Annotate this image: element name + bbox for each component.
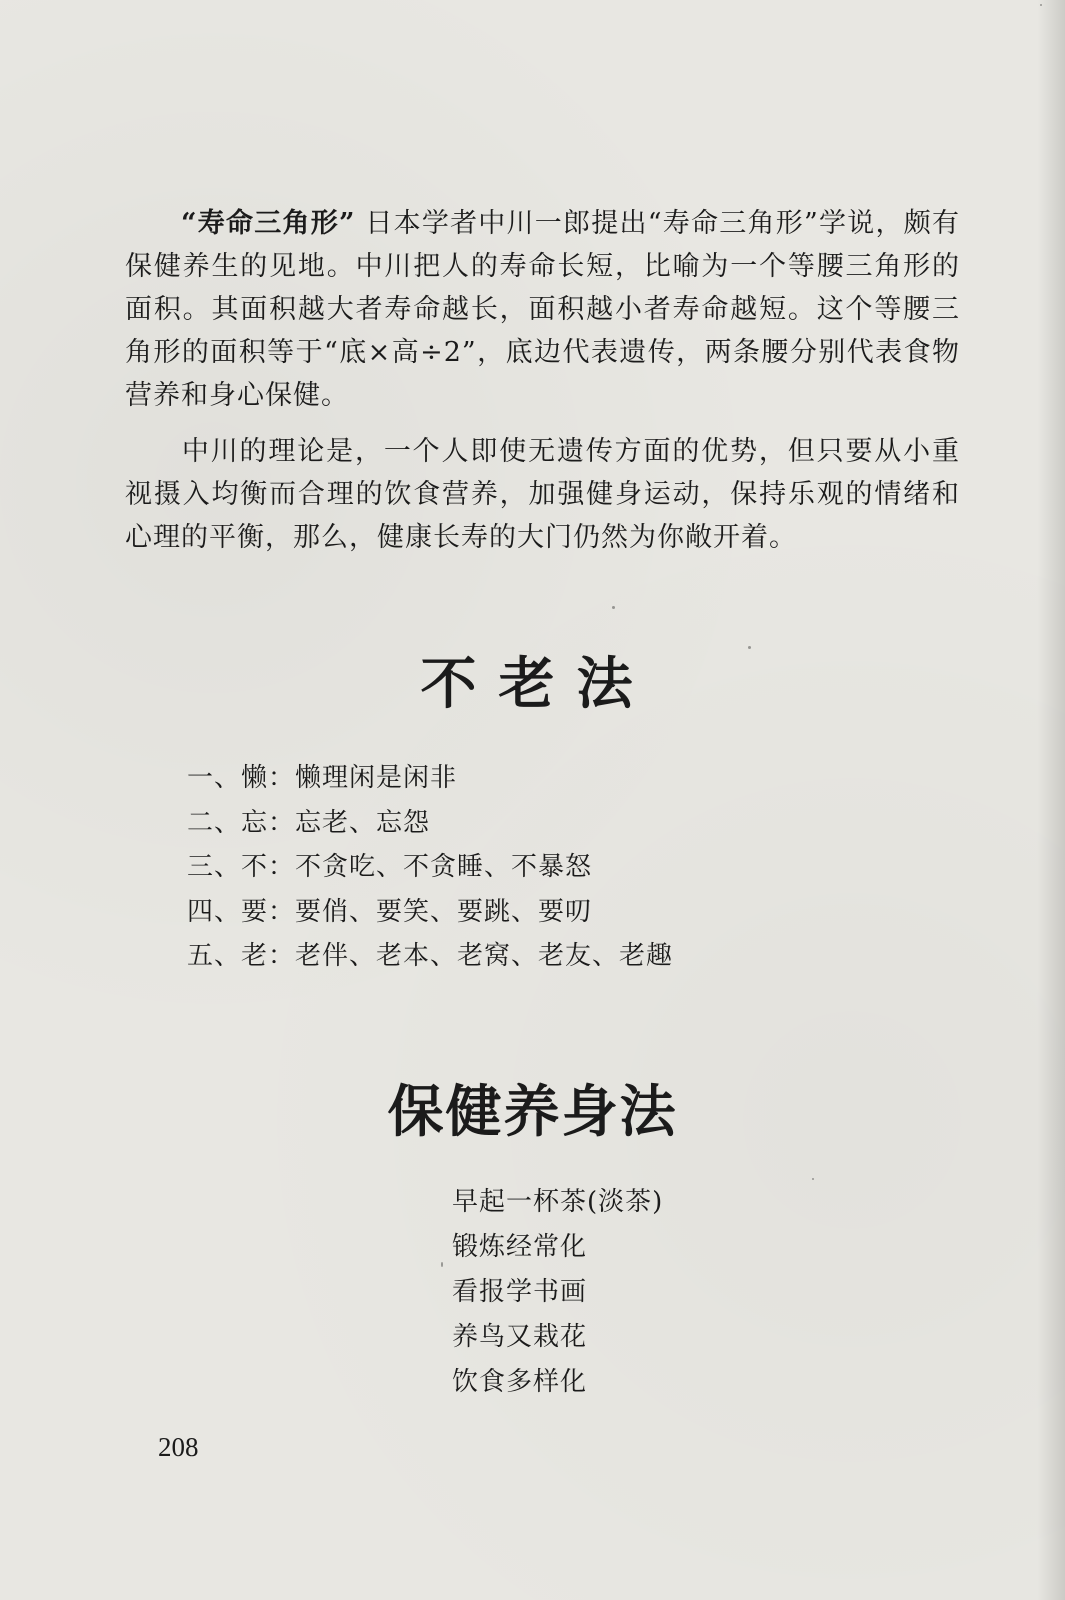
list-item: 看报学书画 bbox=[452, 1277, 588, 1307]
paragraph-1-text: 日本学者中川一郎提出“寿命三角形”学说，颇有保健养生的见地。中川把人的寿命长短，比喻为一个等腰三角形的面积。其面积越大者寿命越长，面积越小者寿命越短。这个等腰三角形的面积等于“底×高÷2”，底边代表遗传，两条腰分别代表食物营养和身心保健。 bbox=[125, 208, 961, 411]
list-item: 四、要：要俏、要笑、要跳、要叨 bbox=[187, 896, 593, 927]
scan-speck bbox=[748, 646, 751, 649]
list-item: 早起一杯茶(淡茶) bbox=[452, 1187, 664, 1217]
paragraph-nakagawa-theory bbox=[125, 430, 960, 559]
page-edge-shadow bbox=[1037, 0, 1065, 1600]
scan-speck bbox=[441, 1262, 443, 1267]
term-lifespan-triangle: “寿命三角形” bbox=[181, 208, 356, 239]
heading-anti-aging-method: 不老法 bbox=[420, 651, 655, 717]
heading-health-method: 保健养身法 bbox=[387, 1079, 678, 1145]
scan-speck bbox=[1040, 4, 1042, 6]
list-item: 饮食多样化 bbox=[452, 1367, 588, 1397]
list-item: 一、懒：懒理闲是闲非 bbox=[187, 763, 458, 793]
anti-aging-list bbox=[187, 756, 673, 979]
list-item: 二、忘：忘老、忘怨 bbox=[187, 807, 431, 838]
health-method-list bbox=[452, 1180, 663, 1405]
scan-speck bbox=[612, 606, 615, 609]
list-item: 锻炼经常化 bbox=[452, 1232, 588, 1262]
list-item: 三、不：不贪吃、不贪睡、不暴怒 bbox=[187, 852, 593, 882]
page-number: 208 bbox=[158, 1432, 199, 1462]
scan-speck bbox=[812, 1178, 814, 1180]
paragraph-2-text: 中川的理论是，一个人即使无遗传方面的优势，但只要从小重视摄入均衡而合理的饮食营养，加强健身运动，保持乐观的情绪和心理的平衡，那么，健康长寿的大门仍然为你敞开着。 bbox=[125, 436, 960, 553]
list-item: 养鸟又栽花 bbox=[452, 1322, 588, 1352]
paragraph-lifespan-triangle bbox=[125, 202, 960, 417]
list-item: 五、老：老伴、老本、老窝、老友、老趣 bbox=[187, 941, 674, 971]
